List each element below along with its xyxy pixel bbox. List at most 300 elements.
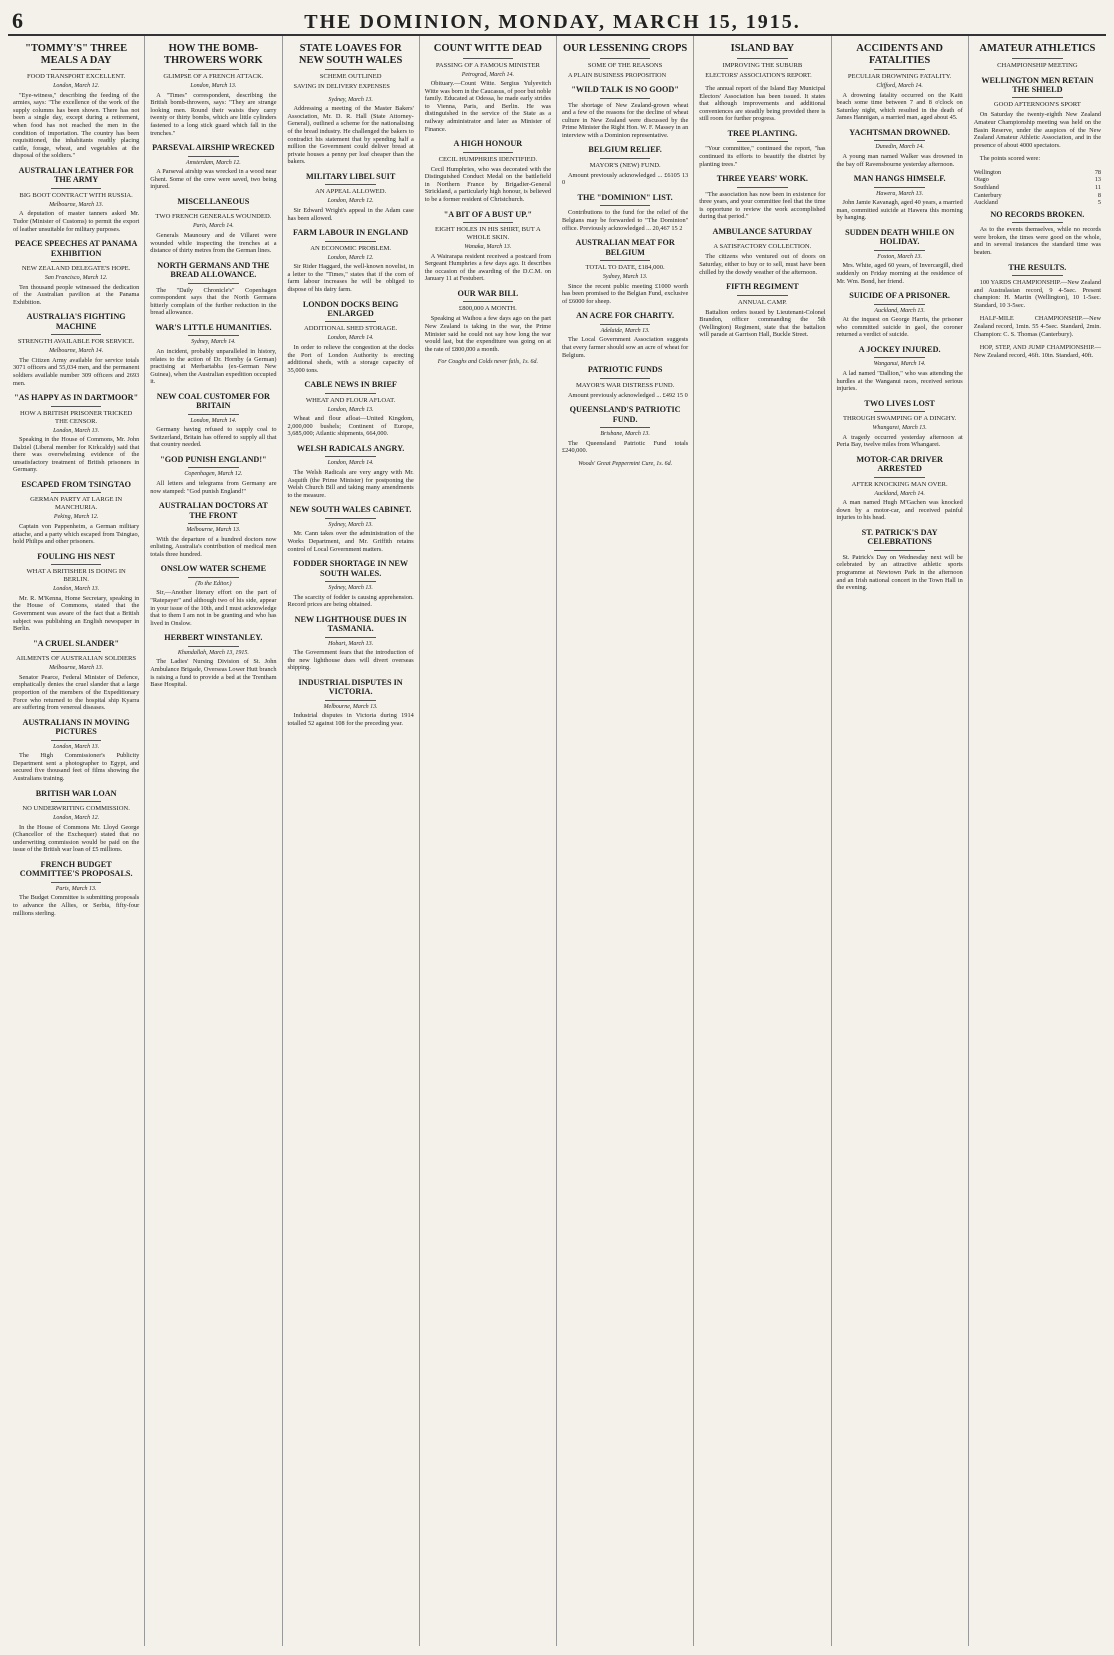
headline-rule: [188, 414, 239, 415]
headline-rule: [325, 69, 376, 70]
headline-rule: [325, 518, 376, 519]
article: [150, 143, 276, 191]
article: [150, 564, 276, 627]
article-headline: WELSH RADICALS ANGRY.: [296, 444, 405, 454]
article-dateline: London, March 12.: [53, 83, 100, 89]
headline-rule: [51, 801, 102, 802]
article-headline: BELGIUM RELIEF.: [588, 145, 662, 155]
article-body: A lad named "Dallion," who was attending the hurdles at the Wanganui races, received serious injuries.: [836, 369, 963, 393]
article: [974, 263, 1101, 310]
article-dateline: Melbourne, March 14.: [49, 348, 104, 355]
article-headline: AUSTRALIANS IN MOVING PICTURES: [22, 717, 130, 737]
article-body: HOP, STEP, AND JUMP CHAMPIONSHIP.—New Zealand record, 46ft. 10in. Standard, 40ft.: [973, 344, 1101, 359]
article: [425, 43, 551, 133]
article: [974, 155, 1101, 163]
headline-rule: [1012, 97, 1063, 98]
headline-rule: [325, 581, 376, 582]
article-subheading: GLIMPSE OF A FRENCH ATTACK.: [163, 73, 264, 80]
headline-rule: [188, 467, 239, 468]
article-body: As to the events themselves, while no records were broken, the times were good on the whole, and in several instances the standard time was beaten.: [973, 226, 1101, 257]
headline-rule: [463, 222, 514, 223]
article-dateline: London, March 13.: [53, 743, 100, 750]
article-headline: LONDON DOCKS BEING ENLARGED: [302, 299, 399, 318]
article-headline: YACHTSMAN DROWNED.: [849, 127, 950, 137]
article-dateline: Sydney, March 13.: [328, 585, 373, 592]
headline-rule: [874, 187, 925, 188]
points-province: Southland: [973, 184, 999, 192]
article-body: HALF-MILE CHAMPIONSHIP.—New Zealand record, 1min. 55 4-5sec. Standard, 2min. Champion: C. S. Thomas (Canterbury).: [973, 315, 1101, 338]
points-value: 78: [1094, 168, 1101, 176]
article-subheading: FOOD TRANSPORT EXCELLENT.: [26, 73, 126, 80]
article: [288, 172, 414, 222]
article-headline: ONSLOW WATER SCHEME: [160, 564, 267, 574]
article-headline: AUSTRALIA'S FIGHTING MACHINE: [26, 312, 126, 331]
headline-rule: [600, 260, 651, 261]
article: [288, 615, 414, 672]
article-body: Cecil Humphries, who was decorated with the Distinguished Conduct Medal on the battlefield in Northern France by Brigadier-General Strickland, a particularly high honour, is believed to be a former resident of Christchurch.: [424, 165, 551, 204]
article: [699, 43, 825, 79]
headline-rule: [51, 740, 102, 741]
article-subheading: PECULIAR DROWNING FATALITY.: [847, 73, 952, 80]
headline-rule: [51, 334, 102, 335]
article-subheading: SOME OF THE REASONS: [587, 61, 663, 69]
article: [837, 174, 963, 222]
article-subheading: WHAT A BRITISHER IS DOING IN BERLIN.: [26, 568, 126, 584]
article: [562, 193, 688, 232]
article: [288, 380, 414, 438]
article-dateline: Paris, March 14.: [192, 223, 234, 230]
article-body: A deputation of master tanners asked Mr. Tudor (Minister of Customs) to permit the export of leather unsuitable for military purposes.: [13, 210, 140, 233]
headline-rule: [874, 140, 925, 141]
article-body: Since the recent public meeting £1000 worth has been promised to the Belgian Fund, exclusive of £6000 for sheep.: [562, 282, 689, 305]
article-dateline: London, March 14.: [190, 417, 237, 424]
article-body: The High Commissioner's Publicity Department sent a photographer to Egypt, and secured five thousand feet of films showing the Australians training.: [13, 752, 140, 782]
article-body: The Local Government Association suggests that every farmer should sow an acre of wheat for Belgium.: [562, 336, 689, 359]
article-headline: AUSTRALIAN DOCTORS AT THE FRONT: [158, 501, 268, 520]
article-headline: CABLE NEWS IN BRIEF: [304, 380, 397, 390]
article-subheading: HOW A BRITISH PRISONER TRICKED THE CENSOR.: [20, 409, 133, 425]
headline-rule: [874, 477, 925, 478]
article-headline: NEW SOUTH WALES CABINET.: [289, 505, 412, 515]
article: [288, 97, 414, 166]
points-province: Wellington: [973, 168, 1002, 176]
article-body: The citizens who ventured out of doors on Saturday, either to buy or to sell, must have been chilled by the dowdy weather of the afternoon.: [699, 253, 826, 276]
article-dateline: London, March 13.: [53, 427, 100, 434]
article-headline: "A CRUEL SLANDER": [33, 638, 120, 648]
article-body: Addressing a meeting of the Master Bakers' Association, Mr. D. R. Hall (State Attorney-General), outlined a scheme for the nationalising of the bread industry. He challenged the bakers to contradict his statement that by spending half a million the Government could deliver bread at private houses a penny per loaf cheaper than the bakers.: [287, 105, 414, 166]
article: [288, 228, 414, 293]
article-dateline: Foxton, March 13.: [877, 253, 923, 260]
article-body: Mrs. White, aged 60 years, of Invercargill, died suddenly on Friday morning at the residence of Mr. Wm. Bond, her friend.: [836, 262, 963, 285]
article-dateline: Sydney, March 13.: [328, 521, 373, 528]
article: [288, 300, 414, 375]
article-subheading: A SATISFACTORY COLLECTION.: [713, 243, 812, 251]
article-headline: FRENCH BUDGET COMMITTEE'S PROPOSALS.: [19, 859, 133, 879]
article-body: The shortage of New Zealand-grown wheat and a few of the reasons for the decline of wheat culture in New Zealand were discussed by the Prime Minister the Right Hon. W. F. Massey in an interview with a Dominion representative.: [562, 101, 689, 139]
article-body: A man named Hugh M'Gachen was knocked down by a motor-car, and received painful injuries to his head.: [836, 499, 963, 522]
article-subheading: CHAMPIONSHIP MEETING: [997, 61, 1078, 69]
article-body: The annual report of the Island Bay Municipal Electors' Association has been issued. It states that although improvements and additional conveniences are steadily being provided there is still room for further progress.: [699, 85, 826, 123]
article-body: "The association has now been in existence for three years, and your committee feel that the time is opportune to review the work accomplished during that period.": [699, 190, 826, 221]
article: [13, 393, 139, 474]
article: [288, 559, 414, 609]
headline-rule: [188, 69, 239, 70]
headline-rule: [600, 427, 651, 428]
article: [150, 197, 276, 255]
headline-rule: [600, 98, 651, 99]
article: [974, 76, 1101, 150]
article-subheading: AILMENTS OF AUSTRALIAN SOLDIERS: [16, 655, 137, 663]
article-body: Speaking in the House of Commons, Mr. John Dalziel (Liberal member for Kirkcaldy) said that there was overwhelming evidence of the unsatisfactory treatment of British prisoners in Germany.: [13, 436, 140, 474]
article-headline: QUEENSLAND'S PATRIOTIC FUND.: [569, 405, 681, 424]
headline-rule: [874, 250, 925, 251]
article-body: The Budget Committee is submitting proposals to advance the Allies, or Serbia, fifty-four millions sterling.: [13, 894, 140, 917]
article-headline: "AS HAPPY AS IN DARTMOOR": [14, 393, 139, 403]
article-dateline: Adelaide, March 13.: [600, 327, 650, 334]
article: [974, 210, 1101, 257]
headline-rule: [600, 205, 651, 206]
article: [837, 455, 963, 522]
article-subheading: AN ECONOMIC PROBLEM.: [310, 244, 392, 252]
article-dateline: London, March 12.: [53, 814, 100, 821]
article-subheading: BIG BOOT CONTRACT WITH RUSSIA.: [19, 191, 133, 199]
points-row: [974, 199, 1101, 207]
column-4: [420, 36, 557, 1646]
headline-rule: [874, 69, 925, 70]
article-headline: AMBULANCE SATURDAY: [712, 227, 813, 237]
article: [837, 399, 963, 449]
article-body: At the inquest on George Harris, the prisoner who committed suicide in gaol, the coroner returned a verdict of suicide.: [836, 316, 963, 339]
article-headline: FODDER SHORTAGE IN NEW SOUTH WALES.: [293, 559, 409, 578]
points-value: 11: [1095, 184, 1101, 192]
headline-rule: [51, 651, 102, 652]
column-7: [832, 36, 969, 1646]
article-headline: NO RECORDS BROKEN.: [990, 209, 1085, 219]
article-dateline: Brisbane, March 13.: [600, 431, 650, 438]
article: [150, 392, 276, 449]
article-subheading: NO UNDERWRITING COMMISSION.: [22, 804, 130, 812]
headline-rule: [463, 152, 514, 153]
headline-rule: [874, 411, 925, 412]
article-headline: AUSTRALIAN LEATHER FOR THE ARMY: [18, 165, 134, 185]
headline-rule: [1012, 58, 1063, 59]
article-dateline: Petrograd, March 14.: [461, 71, 514, 78]
article-dateline: Sydney, March 13.: [602, 274, 648, 281]
headline-rule: [51, 261, 102, 262]
article-dateline: Melbourne, March 13.: [49, 665, 104, 672]
article: [288, 678, 414, 728]
article-dateline: Whangarei, March 13.: [872, 425, 927, 432]
article-headline: HERBERT WINSTANLEY.: [164, 633, 263, 643]
article-body: Captain von Pappenheim, a German military attache, and a party which escaped from Tsingtao, hold Philips and other prisoners.: [13, 523, 140, 546]
article-dateline: Auckland, March 13.: [874, 307, 925, 314]
article: [699, 282, 825, 339]
article: [13, 860, 139, 917]
article-body: Obituary.—Count Witte. Sergius Yulyevitch Witte was born in the Caucasus, of poor but noble family. Educated at Odessa, he made early strides to Vienna, Paris, and Berlin. He was distinguished in the service of the State as a railway administrator and later as Minister of Finance.: [424, 80, 551, 133]
article-body: Contributions to the fund for the relief of the Belgians may be forwarded to "The Dominion" office. Previously acknowledged ... 20,467 15 2: [562, 209, 689, 232]
headline-rule: [51, 406, 102, 407]
newspaper-page: [8, 0, 1106, 1646]
article-headline: PATRIOTIC FUNDS: [587, 365, 663, 375]
article: [562, 365, 688, 399]
article-subheading: SCHEME OUTLINED: [319, 73, 382, 80]
headline-rule: [188, 156, 239, 157]
article-dateline: Sydney, March 14.: [191, 339, 236, 346]
headline-rule: [51, 882, 102, 883]
article-body: John Jamie Kavanagh, aged 40 years, a married man, committed suicide at Hawera this morning by hanging.: [836, 199, 963, 222]
article-body: Ten thousand people witnessed the dedication of the Australian pavilion at the Panama Exhibition.: [13, 283, 140, 306]
article: [288, 43, 414, 91]
article-headline: A JOCKEY INJURED.: [858, 344, 941, 354]
headline-rule: [463, 301, 514, 302]
article: [425, 139, 551, 203]
column-8: [969, 36, 1106, 1646]
article-dateline: London, March 13.: [53, 586, 100, 593]
headline-rule: [874, 304, 925, 305]
headline-rule: [737, 141, 788, 142]
points-row: [974, 192, 1101, 200]
article-body: Speaking at Waihou a few days ago on the part New Zealand is taking in the war, the Prime Minister said he could not say how long the war would last, but the expenditure was going on at the rate of £800,000 a month.: [424, 315, 551, 353]
article-body: Senator Pearce, Federal Minister of Defence, emphatically denies the cruel slander that a large proportion of the members of the Expeditionary Force who returned to the hospital ship Kyarra are suffering from venereal diseases.: [13, 673, 140, 712]
article-subheading: MAYOR'S (NEW) FUND.: [589, 161, 661, 169]
article: [150, 43, 276, 137]
article-body: In order to relieve the congestion at the docks the Port of London Authority is erecting additional sheds, with a storage capacity of 35,000 tons.: [287, 343, 414, 374]
article-headline: ISLAND BAY: [730, 43, 795, 54]
article: [150, 323, 276, 386]
article-dateline: London, March 12.: [327, 198, 374, 205]
article-dateline: London, March 12.: [327, 254, 374, 261]
article-body: Germany having refused to supply coal to Switzerland, Britain has offered to supply all that that country needed.: [150, 426, 277, 449]
article: [288, 444, 414, 499]
article-body: On Saturday the twenty-eighth New Zealand Amateur Championship meeting was held on the Basin Reserve, under the auspices of the New Zealand Amateur Athletic Association, and in the presence of about 4000 spectators.: [973, 111, 1101, 149]
article: [13, 718, 139, 783]
headline-rule: [1012, 222, 1063, 223]
article-headline: OUR LESSENING CROPS: [562, 43, 688, 54]
article-body: A PLAIN BUSINESS PROPOSITION: [568, 71, 667, 79]
article-dateline: Hawera, March 13.: [876, 190, 924, 197]
article: [562, 311, 688, 359]
article: [150, 261, 276, 317]
article-body: In the House of Commons Mr. Lloyd George (Chancellor of the Exchequer) stated that no underwriting commission would be paid on the issue of the British war loan of £5 millions.: [13, 823, 140, 854]
points-province: Canterbury: [973, 191, 1002, 199]
headline-rule: [600, 58, 651, 59]
article: [837, 528, 963, 592]
article: [13, 166, 139, 233]
article: [699, 85, 825, 123]
headline-rule: [874, 550, 925, 551]
article-body: The Government fears that the introduction of the new lighthouse dues will divert overseas shipping.: [287, 649, 414, 672]
points-value: 8: [1097, 191, 1101, 199]
article-body: "Your committee," continued the report, "has continued its efforts to beautify the district by planting trees.": [699, 145, 826, 168]
article: [974, 43, 1101, 70]
points-value: 13: [1094, 176, 1101, 184]
article-headline: "GOD PUNISH ENGLAND!": [160, 455, 267, 465]
headline-rule: [463, 58, 514, 59]
article-body: Sir Edward Wright's appeal in the Adam case has been allowed.: [287, 206, 414, 222]
article-body: The scarcity of fodder is causing apprehension. Record prices are being obtained.: [287, 593, 414, 609]
article-body: ELECTORS' ASSOCIATION'S REPORT.: [705, 71, 812, 79]
article-dateline: Melbourne, March 13.: [49, 201, 104, 208]
headline-rule: [325, 456, 376, 457]
article-subheading: MAYOR'S WAR DISTRESS FUND.: [575, 381, 675, 389]
footer-advertisement: For Coughs and Colds never fails, 1s. 6d.: [437, 359, 539, 366]
article-body: The "Daily Chronicle's" Copenhagen correspondent says that the North Germans bitterly complain of the further reduction in the bread allowance.: [150, 286, 277, 317]
article-headline: WELLINGTON MEN RETAIN THE SHIELD: [981, 75, 1094, 94]
article-dateline: Khandallah, March 13, 1915.: [177, 649, 249, 656]
article: [150, 633, 276, 688]
article-body: A "Times" correspondent, describing the British bomb-throwers, says: "They are strange looking men. Round their waists they carry twenty or thirty bombs, which are little cylinders fastened to a long stick guard which fall in the trenches.": [150, 91, 277, 137]
article-body: A tragedy occurred yesterday afternoon at Peria Bay, twelve miles from Whangarei.: [836, 433, 963, 449]
article-headline: INDUSTRIAL DISPUTES IN VICTORIA.: [298, 678, 403, 697]
article: [13, 552, 139, 633]
article-subheading: PASSING OF A FAMOUS MINISTER: [435, 61, 540, 69]
article-body: Amount previously acknowledged ... £6105 13 0: [562, 171, 689, 187]
article-body: A drowning fatality occurred on the Kaiti beach some time between 7 and 8 o'clock on Saturday night, which resulted in the death of James Hannigan, a married man, aged about 45.: [836, 91, 963, 122]
article-body: A Parseval airship was wrecked in a wood near Ghent. Some of the crew were saved, two being injured.: [150, 168, 277, 191]
headline-rule: [325, 637, 376, 638]
article: [562, 43, 688, 79]
article-subheading: EIGHT HOLES IN HIS SHIRT, BUT A WHOLE SKIN.: [435, 226, 541, 242]
article-headline: THE "DOMINION" LIST.: [577, 193, 673, 203]
article-subheading: £800,000 A MONTH.: [458, 305, 517, 313]
columns-container: [8, 36, 1106, 1646]
article-body: "Eye-witness," describing the feeding of the armies, says: "The excellence of the work of the supply columns has been shown. There has not been a single day, except during a retirement, when food has not reached the men in the condition of importation. The country has been requisitioned, the inhabitants readily placing cattle, forage, wheat, and vegetables at the disposal of the soldiers.": [13, 91, 140, 160]
headline-rule: [188, 523, 239, 524]
article-subheading: NEW ZEALAND DELEGATE'S HOPE.: [21, 264, 131, 272]
article: [288, 505, 414, 553]
article-headline: MAN HANGS HIMSELF.: [853, 174, 946, 184]
article-body: 100 YARDS CHAMPIONSHIP.—New Zealand and Australasian record, 9 4-5sec. Present champion: H. Martin (Wellington), 10 1-5sec. Standard, 10 3-5sec.: [973, 279, 1101, 309]
headline-rule: [737, 187, 788, 188]
article-headline: AUSTRALIAN MEAT FOR BELGIUM: [575, 238, 675, 257]
article-body: With the departure of a hundred doctors now enlisting, Australia's contribution of medical men totals three hundred.: [150, 535, 277, 558]
headline-rule: [51, 69, 102, 70]
article-headline: THE RESULTS.: [1008, 262, 1067, 272]
article: [699, 129, 825, 168]
article: [562, 238, 688, 305]
article-headline: THREE YEARS' WORK.: [716, 174, 808, 184]
article: [837, 228, 963, 285]
article-subheading: IMPROVING THE SUBURB: [722, 61, 803, 69]
article: [150, 455, 276, 495]
page-number: 6: [12, 8, 23, 33]
article-body: An incident, probably unparalleled in history, relates to the action of Dr. Hornby (a German) practising at Merbartabba (ex-German New Guinea), when the Australian expedition occupied it.: [150, 347, 277, 386]
article-headline: NEW LIGHTHOUSE DUES IN TASMANIA.: [294, 614, 407, 634]
article-dateline: Sydney, March 13.: [328, 96, 373, 103]
article-dateline: Melbourne, March 13.: [186, 527, 241, 534]
article-body: Battalion orders issued by Lieutenant-Colonel Brandon, officer commanding the 5th (Wellington) Regiment, state that the battalion will parade at Garrison Hall, Buckle Street.: [699, 308, 826, 339]
article-dateline: London, March 13.: [190, 83, 237, 89]
article-dateline: London, March 14.: [327, 460, 374, 467]
article-subheading: AFTER KNOCKING MAN OVER.: [851, 480, 948, 488]
article-headline: TREE PLANTING.: [727, 129, 798, 139]
headline-rule: [325, 184, 376, 185]
headline-rule: [600, 378, 651, 379]
article-headline: FIFTH REGIMENT: [726, 282, 799, 292]
article: [562, 145, 688, 187]
headline-rule: [188, 335, 239, 336]
article-body: All letters and telegrams from Germany are now stamped: "God punish England!": [150, 480, 277, 495]
article-body: The Ladies' Nursing Division of St. John Ambulance Brigade, Overseas Lower Hutt branch is raising a fund to provide a bed at the Trentham Base Hospital.: [150, 658, 277, 689]
article-subheading: THROUGH SWAMPING OF A DINGHY.: [842, 415, 957, 423]
article-dateline: (To the Editor.): [195, 580, 232, 587]
article-body: Industrial disputes in Victoria during 1914 totalled 52 against 108 for the preceding year.: [287, 712, 414, 727]
article-headline: FOULING HIS NEST: [37, 551, 116, 561]
article: [837, 291, 963, 339]
article-subheading: ADDITIONAL SHED STORAGE.: [304, 325, 398, 333]
article-body: SAVING IN DELIVERY EXPENSES: [293, 83, 390, 90]
article-dateline: Dunedin, March 14.: [875, 144, 924, 151]
article-body: The Welsh Radicals are very angry with Mr. Asquith (the Prime Minister) for postponing the Welsh Church Bill and taking many amendments to the measure.: [287, 469, 414, 499]
article-subheading: TWO FRENCH GENERALS WOUNDED.: [155, 213, 272, 221]
headline-rule: [188, 577, 239, 578]
article-subheading: CECIL HUMPHRIES IDENTIFIED.: [438, 155, 538, 163]
article: [699, 227, 825, 276]
article-headline: MISCELLANEOUS: [177, 196, 250, 206]
article-headline: SUDDEN DEATH WHILE ON HOLIDAY.: [845, 227, 955, 247]
article-headline: MILITARY LIBEL SUIT: [305, 171, 396, 181]
article: [13, 312, 139, 387]
article: [13, 239, 139, 306]
article: [837, 345, 963, 393]
article-headline: BRITISH WAR LOAN: [35, 788, 117, 798]
article-headline: SUICIDE OF A PRISONER.: [849, 291, 950, 301]
points-row: [974, 169, 1101, 177]
article-dateline: Wanaka, March 13.: [464, 244, 512, 251]
article-dateline: Wanganui, March 14.: [873, 361, 926, 368]
article: [150, 501, 276, 558]
points-value: 5: [1097, 199, 1101, 207]
headline-rule: [188, 646, 239, 647]
article-headline: PEACE SPEECHES AT PANAMA EXHIBITION: [14, 239, 138, 258]
article-headline: OUR WAR BILL: [457, 289, 519, 298]
article: [13, 43, 139, 160]
article-body: Mr. Cann takes over the administration of the Works Department, and Mr. Griffith retains control of Local Government matters.: [287, 530, 414, 553]
headline-rule: [325, 241, 376, 242]
headline-rule: [325, 700, 376, 701]
headline-rule: [874, 357, 925, 358]
headline-rule: [51, 188, 102, 189]
column-6: [694, 36, 831, 1646]
article-headline: PARSEVAL AIRSHIP WRECKED: [152, 143, 275, 153]
article: [699, 174, 825, 221]
article-headline: ESCAPED FROM TSINGTAO: [21, 480, 132, 490]
headline-rule: [51, 492, 102, 493]
article-subheading: WHEAT AND FLOUR AFLOAT.: [305, 396, 396, 404]
article-dateline: London, March 14.: [327, 335, 374, 342]
headline-rule: [325, 393, 376, 394]
headline-rule: [737, 239, 788, 240]
headline-rule: [1012, 275, 1063, 276]
article-body: The Citizen Army available for service totals 3071 officers and 55,034 men, and the permanent soldiers available number 309 officers and 2693 men.: [13, 356, 140, 387]
masthead: [8, 0, 1106, 36]
article-body: The points scored were:: [979, 155, 1041, 163]
headline-rule: [737, 58, 788, 59]
footer-advertisement: Woods' Great Peppermint Cure, 1s. 6d.: [578, 460, 673, 467]
article-body: The Queensland Patriotic Fund totals £240,000.: [562, 439, 689, 455]
article-headline: WAR'S LITTLE HUMANITIES.: [155, 322, 272, 332]
article-body: Sir,—Another literary effort on the part of "Ratepayer" and although two of his side, appear in your issue of the 10th, and I must acknowledge that to them I am not in be granting and who has lived in Onslow.: [150, 589, 277, 627]
article-dateline: Peking, March 12.: [53, 514, 99, 521]
article-body: Sir Rider Haggard, the well-known novelist, in a letter to the "Times," states that if the corn of farm labour increases he will be obliged to dispose of his dairy farm.: [287, 263, 414, 293]
points-province: Auckland: [973, 199, 998, 207]
column-3: [283, 36, 420, 1646]
headline-rule: [188, 209, 239, 210]
article-headline: "A BIT OF A BUST UP.": [443, 209, 533, 219]
article-headline: NORTH GERMANS AND THE BREAD ALLOWANCE.: [157, 260, 270, 280]
article-headline: STATE LOAVES FOR NEW SOUTH WALES: [298, 43, 403, 66]
article: [837, 43, 963, 122]
